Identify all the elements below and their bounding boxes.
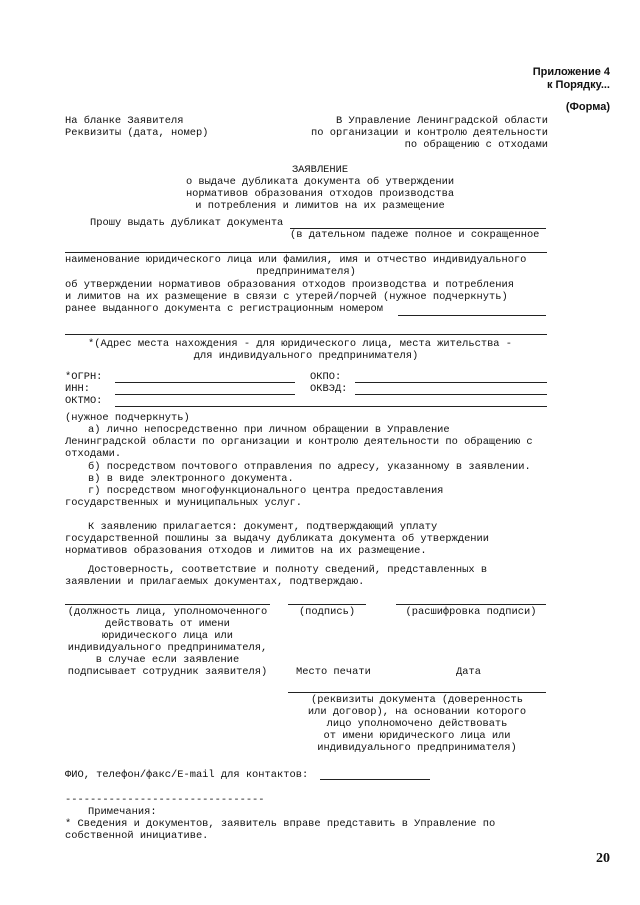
request-line-1: Прошу выдать дубликат документа <box>90 217 284 229</box>
title-line-3: нормативов образования отходов производства <box>185 188 455 200</box>
title-line-4: и потребления и лимитов на их размещение <box>195 200 445 212</box>
okpo-field <box>355 382 547 383</box>
position-hint-3: юридического лица или <box>102 630 233 642</box>
inn-label: ИНН: <box>65 383 90 395</box>
request-line-5: и лимитов на их размещение в связи с утерей/порчей (нужное подчеркнуть) <box>65 291 508 303</box>
delivery-a-line-1: а) лично непосредственно при личном обращении в Управление <box>88 424 450 436</box>
delivery-a-line-2: Ленинградской области по организации и контролю деятельности по обращению с <box>65 436 533 448</box>
page-number: 20 <box>596 851 610 866</box>
signature-hint: (подпись) <box>298 606 356 618</box>
order-reference: к Порядку... <box>547 79 610 91</box>
confirm-line-2: заявлении и прилагаемых документах, подтверждаю. <box>65 576 365 588</box>
request-hint: (в дательном падеже полное и сокращенное <box>290 229 540 241</box>
addressee-line-1: В Управление Ленинградской области <box>335 115 548 127</box>
request-line-3: предпринимателя) <box>256 266 356 278</box>
note-line-1: * Сведения и документов, заявитель вправе представить в Управление по <box>65 818 496 830</box>
position-hint-4: индивидуального предпринимателя, <box>67 642 268 654</box>
contacts-field <box>320 779 430 780</box>
title-line-2: о выдаче дубликата документа об утверждении <box>185 176 455 188</box>
requisites-hint-3: лицо уполномочено действовать <box>326 718 508 730</box>
requisites-hint-2: или договор), на основании которого <box>307 706 527 718</box>
address-note-2: для индивидуального предпринимателя) <box>193 350 419 362</box>
attachment-line-1: К заявлению прилагается: документ, подтверждающий уплату <box>88 521 438 533</box>
ogrn-label: *ОГРН: <box>65 371 103 383</box>
request-line-2: наименование юридического лица или фамилия, имя и отчество индивидуального <box>65 254 527 266</box>
delivery-d-line-1: г) посредством многофункционального центра предоставления <box>88 485 444 497</box>
address-line <box>65 334 547 335</box>
addressee-line-3: по обращению с отходами <box>404 139 548 151</box>
document-title: ЗАЯВЛЕНИЕ <box>291 164 349 176</box>
notes-separator: -------------------------------- <box>65 794 265 806</box>
inn-field <box>115 394 295 395</box>
request-line-6: ранее выданного документа с регистрационным номером <box>65 303 384 315</box>
position-hint-2: действовать от имени <box>105 618 230 630</box>
position-hint-5: в случае если заявление <box>95 654 240 666</box>
notes-title: Примечания: <box>88 806 157 818</box>
signature-decode-field <box>396 604 546 605</box>
registration-number-line <box>398 315 546 316</box>
position-field <box>65 604 270 605</box>
appendix-label: Приложение 4 <box>532 66 610 78</box>
oktmo-field <box>115 406 547 407</box>
applicant-requisites: Реквизиты (дата, номер) <box>65 127 209 139</box>
requisites-hint-4: от имени юридического лица или <box>323 730 511 742</box>
addressee-line-2: по организации и контролю деятельности <box>311 127 548 139</box>
requisites-hint-5: индивидуального предпринимателя) <box>317 742 517 754</box>
form-label: (Форма) <box>565 101 610 113</box>
note-line-2: собственной инициативе. <box>65 830 209 842</box>
position-hint-6: подписывает сотрудник заявителя) <box>67 666 268 678</box>
request-field-line-2 <box>65 252 547 253</box>
delivery-b: б) посредством почтового отправления по адресу, указанному в заявлении. <box>88 461 531 473</box>
request-line-4: об утверждении нормативов образования отходов производства и потребления <box>65 279 514 291</box>
attachment-line-2: государственной пошлины за выдачу дубликата документа об утверждении <box>65 533 490 545</box>
okved-label: ОКВЭД: <box>310 383 348 395</box>
delivery-c: в) в виде электронного документа. <box>88 473 294 485</box>
position-hint-1: (должность лица, уполномоченного <box>67 606 268 618</box>
signature-field <box>288 604 366 605</box>
oktmo-label: ОКТМО: <box>65 395 103 407</box>
address-note-1: *(Адрес места нахождения - для юридического лица, места жительства - <box>88 338 513 350</box>
okpo-label: ОКПО: <box>310 371 342 383</box>
delivery-d-line-2: государственных и муниципальных услуг. <box>65 497 302 509</box>
contacts-label: ФИО, телефон/факс/E-mail для контактов: <box>65 769 309 781</box>
requisites-hint-1: (реквизиты документа (доверенность <box>310 694 523 706</box>
delivery-hint: (нужное подчеркнуть) <box>65 412 190 424</box>
confirm-line-1: Достоверность, соответствие и полноту сведений, представленных в <box>88 564 488 576</box>
requisites-field <box>288 692 546 693</box>
delivery-a-line-3: отходами. <box>65 448 122 460</box>
attachment-line-3: нормативов образования отходов и лимитов на их размещение. <box>65 545 427 557</box>
date-label: Дата <box>456 666 481 678</box>
okved-field <box>355 394 547 395</box>
ogrn-field <box>115 382 295 383</box>
decode-hint: (расшифровка подписи) <box>405 606 537 618</box>
applicant-letterhead: На бланке Заявителя <box>65 115 184 127</box>
seal-place: Место печати <box>296 666 371 678</box>
